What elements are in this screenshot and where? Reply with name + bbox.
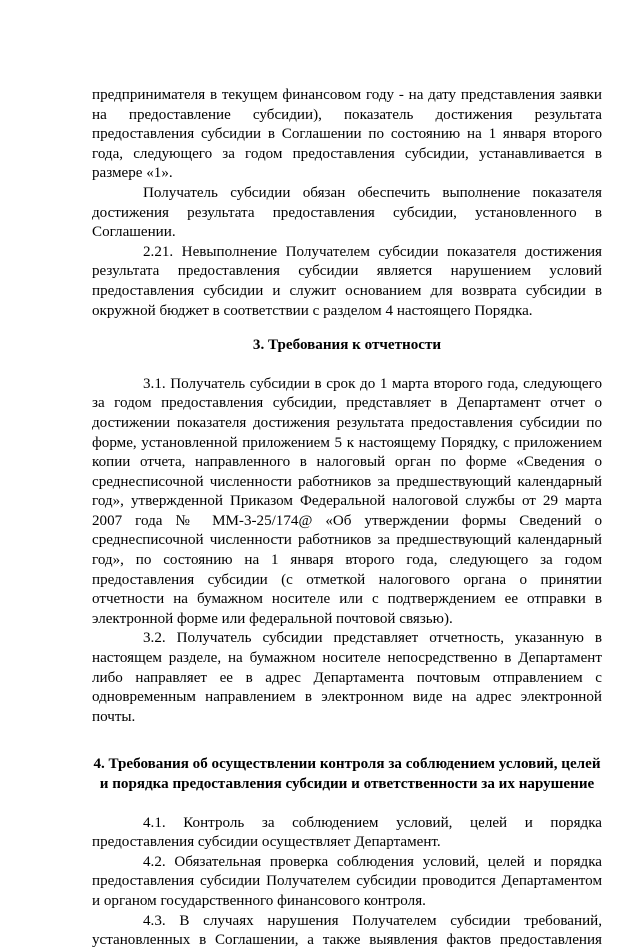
text-line: электронной форме или федеральной почтовой связью). [92,610,453,627]
text-line: предоставления субсидии (с отметкой налогового органа о принятии [92,571,602,588]
text-line: предоставления субсидии и служит основанием для возврата субсидии в [92,282,602,299]
paragraph [92,184,602,243]
text-line: предоставления субсидии Получателем субсидии проводится Департаментом [92,873,602,890]
text-line: предпринимателя в текущем финансовом году - на дату представления заявки [92,87,602,103]
text-line: 2.21. Невыполнение Получателем субсидии показателя достижения [143,243,602,260]
text-line: и органом государственного финансового контроля. [92,892,426,909]
text-line: 4.2. Обязательная проверка соблюдения условий, целей и порядка [143,853,602,870]
paragraph [92,814,602,853]
text-line: года, следующего за годом предоставления субсидии, устанавливается в [92,145,602,162]
document-body [92,86,602,951]
text-line: среднесписочной численности работников за предшествующий календарный [92,473,602,490]
text-line: 3.1. Получатель субсидии в срок до 1 марта второго года, следующего [143,375,602,392]
text-line: одновременным направлением в электронном виде на адрес электронной [92,689,602,706]
text-line: установленных в Соглашении, а также выявления фактов предоставления [92,932,602,949]
text-line: год», утвержденной Приказом Федеральной налоговой службы от 29 марта [92,493,602,510]
text-line: Получатель субсидии обязан обеспечить выполнение показателя [143,184,602,201]
paragraph [92,912,602,951]
text-line: год», по состоянию на 1 января второго года, следующего за годом [92,552,602,569]
text-line: 2007 года № ММ-3-25/174@ «Об утверждении формы Сведений о [92,512,602,529]
text-line: на предоставление субсидии), показатель достижения результата [92,106,602,123]
paragraph [92,243,602,321]
text-line: отчетности на бумажном носителе или с подтверждением ее отправки в [92,591,602,608]
paragraph [92,629,602,727]
text-line: либо направляет ее в адрес Департамента почтовым отправлением с [92,669,602,686]
section-heading: и порядка предоставления субсидии и ответственности за их нарушение [99,776,595,792]
text-line: 4.1. Контроль за соблюдением условий, целей и порядка [143,814,602,831]
text-line: настоящем разделе, на бумажном носителе непосредственно в Департамент [92,650,602,667]
paragraph [92,375,602,630]
text-line: размере «1». [92,165,173,182]
text-line: Соглашении. [92,224,176,241]
text-line: копии отчета, направленного в налоговый орган по форме «Сведения о [92,454,602,471]
text-line: почты. [92,708,136,725]
text-line: предоставления субсидии в Соглашении по состоянию на 1 января второго [92,126,602,143]
text-line: достижении показателя достижения результата предоставления субсидии по [92,414,602,431]
text-line: предоставления субсидии осуществляет Департамент. [92,834,441,851]
text-line: форме, установленной приложением 5 к настоящему Порядку, с приложением [92,434,602,451]
section-heading: 3. Требования к отчетности [252,337,442,354]
text-line: результата предоставления субсидии является нарушением условий [92,263,602,280]
text-line: окружной бюджет в соответствии с разделом 4 настоящего Порядка. [92,302,533,319]
text-line: 3.2. Получатель субсидии представляет отчетность, указанную в [143,630,602,647]
paragraph [92,86,602,184]
text-line: достижения результата предоставления субсидии, установленного в [92,204,602,221]
text-line: среднесписочной численности работников за предшествующий календарный [92,532,602,549]
text-line: за годом предоставления субсидии, представляет в Департамент отчет о [92,395,602,412]
text-line: 4.3. В случаях нарушения Получателем субсидии требований, [143,912,602,929]
paragraph [92,853,602,912]
section-heading: 4. Требования об осуществлении контроля за соблюдением условий, целей [93,756,601,773]
